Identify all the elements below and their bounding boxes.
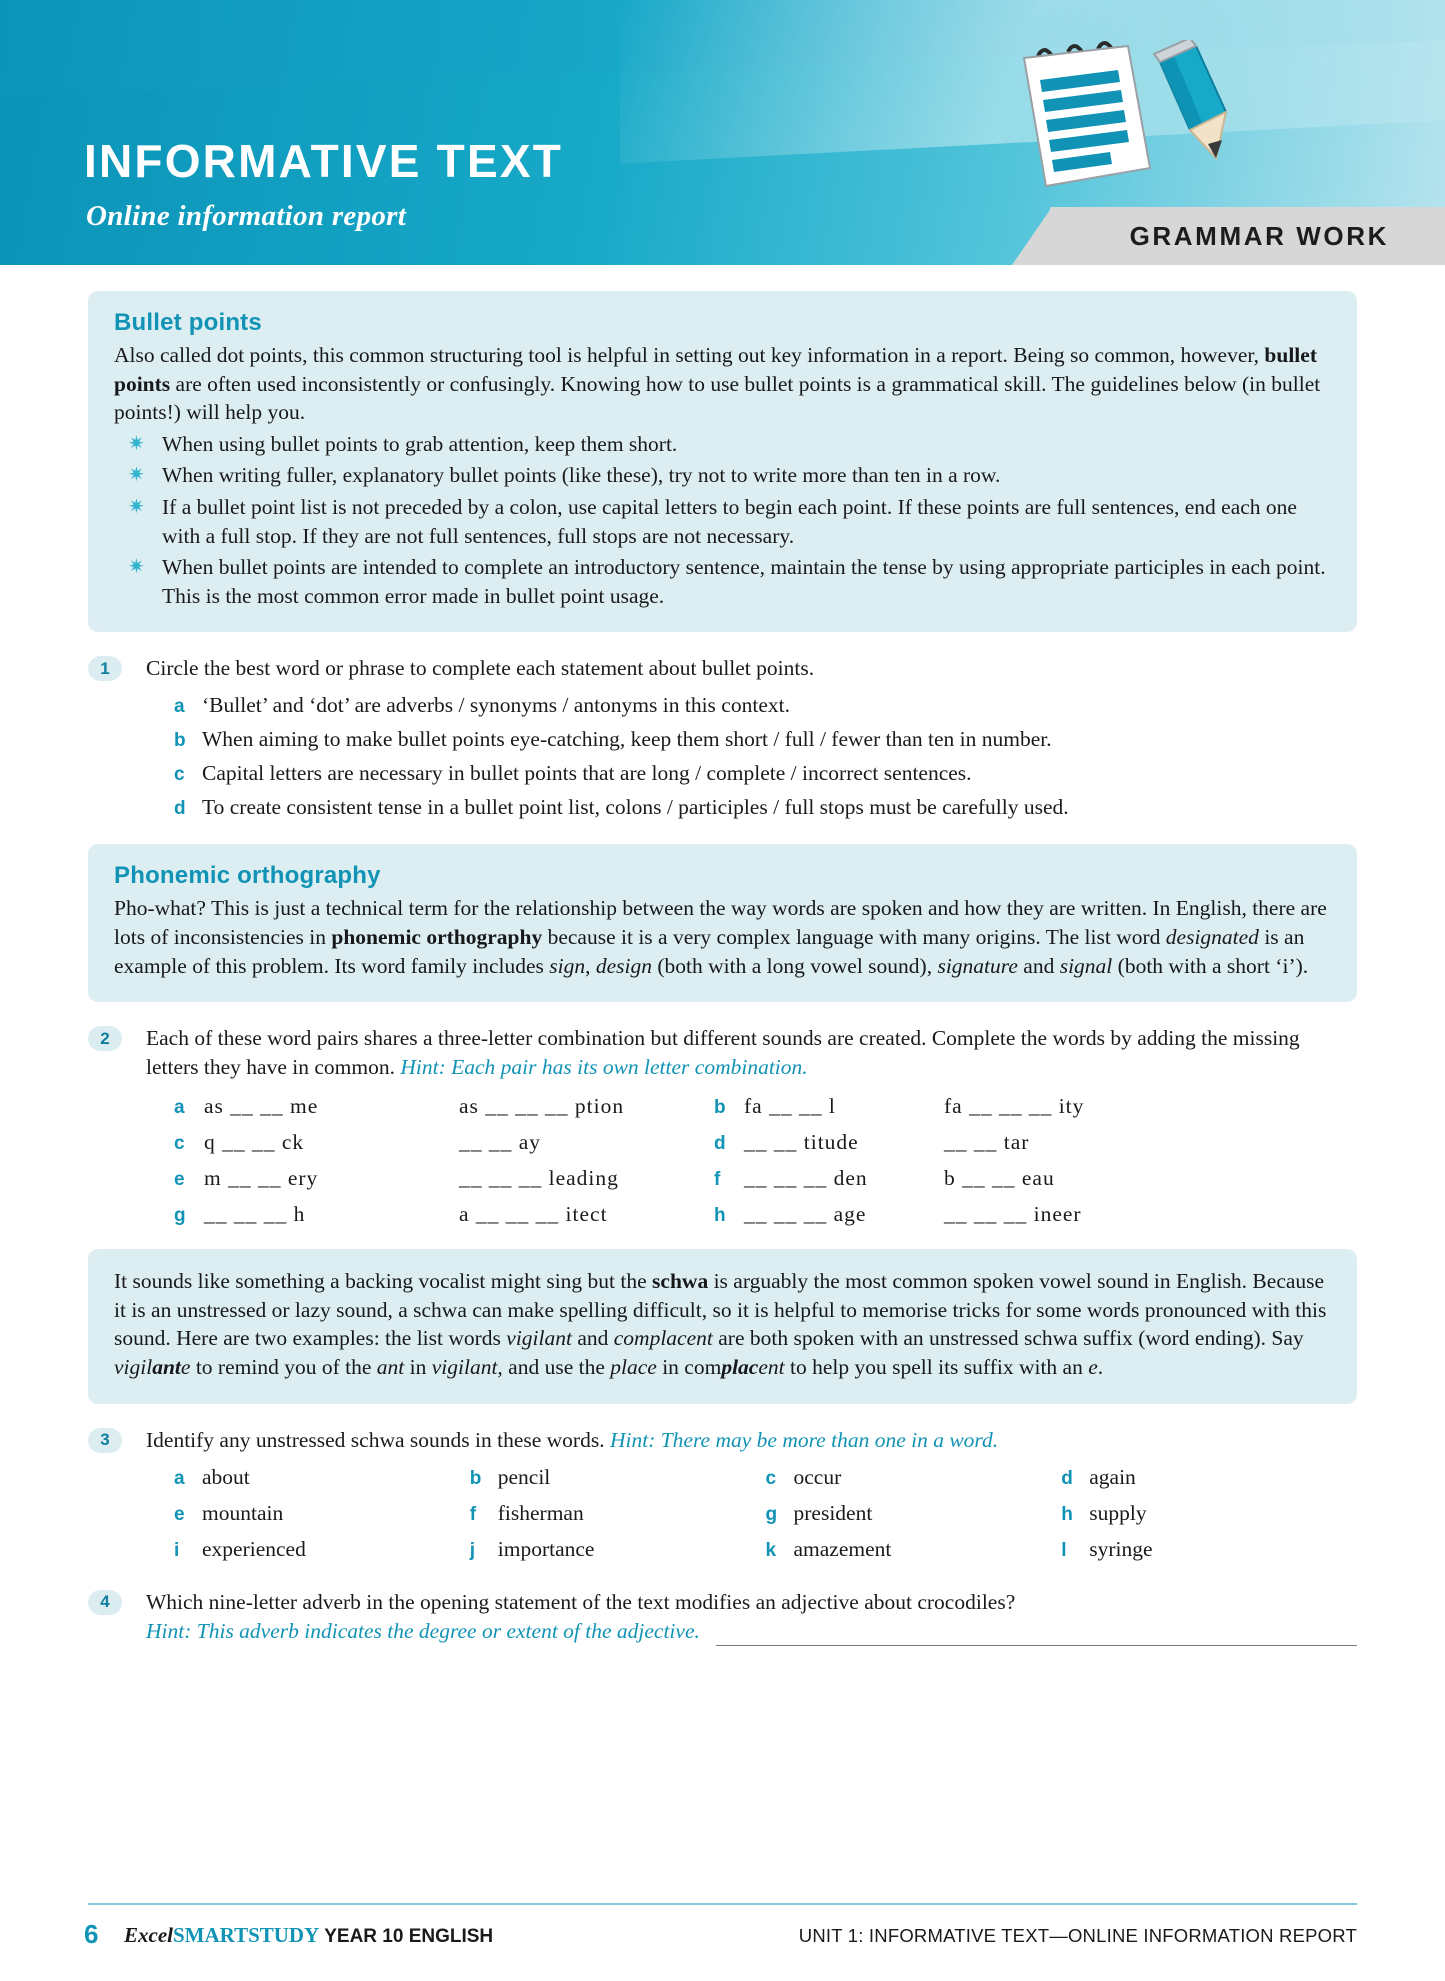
question-4-number: 4 [88,1590,122,1615]
item-text: pencil [497,1464,551,1489]
schwa-part-4: are both spoken with an unstressed schwa suffix (word ending). Say [712,1326,1304,1351]
phonemic-part-5: (both with a long vowel sound), [652,953,938,978]
phonemic-ital-5: signal [1059,953,1113,978]
question-3 [88,1426,1357,1562]
question-1-items [146,693,1357,820]
item-text: mountain [202,1500,284,1525]
word-blank[interactable]: a __ __ __ itect [459,1202,608,1227]
schwa-bolditalic-2: plac [721,1354,759,1379]
phonemic-ital-3: design [595,953,653,978]
item-label: b [469,1467,482,1489]
item-label: h [714,1205,726,1227]
footer-brand [124,1923,493,1948]
intro-bold: bullet points [114,343,1317,396]
phonemic-part-2: because it is a very complex language with many origins. The list word [542,924,1166,949]
list-item[interactable] [766,1501,1062,1526]
phonemic-orthography-box [88,844,1357,1002]
list-item-text: When bullet points are intended to complete an introductory sentence, maintain the tense by using appropriate participles in each point. This is the most common error made in bullet point usage. [162,555,1326,608]
list-item [114,461,1331,490]
brand-excel: Excel [124,1923,173,1947]
asterisk-bullet-icon: ✷ [128,432,145,455]
question-4 [88,1588,1357,1646]
item-text: about [202,1464,250,1489]
word-blank[interactable]: m __ __ ery [204,1166,319,1191]
question-2-prompt [146,1024,1357,1082]
list-item[interactable] [1061,1501,1357,1526]
word-blank[interactable]: __ __ __ age [744,1202,867,1227]
word-blank[interactable]: q __ __ ck [204,1130,305,1155]
page-number: 6 [84,1919,99,1949]
asterisk-bullet-icon: ✷ [128,556,145,579]
word-blank[interactable]: __ __ tar [944,1130,1030,1155]
question-2-prompt-text: Each of these word pairs shares a three-letter combination but different sounds are created. Complete the words by adding the missing letters they have in common. [146,1026,1300,1080]
schwa-part-5: to remind you of the [190,1354,377,1379]
schwa-part-1: It sounds like something a backing vocalist might sing but the [114,1269,653,1294]
question-4-hint-row [146,1617,1357,1646]
item-label: f [469,1503,477,1525]
word-pair-grid [146,1094,1357,1227]
brand-smartstudy: SMARTSTUDY [172,1923,320,1947]
list-item[interactable] [1061,1465,1357,1490]
question-1-number: 1 [88,656,122,681]
item-label: b [714,1097,726,1119]
schwa-bold: schwa [652,1269,709,1294]
item-label: l [1061,1539,1067,1561]
item-label: a [174,1467,185,1489]
word-blank[interactable]: b __ __ eau [944,1166,1055,1191]
footer-divider [88,1903,1357,1905]
list-item[interactable] [1061,1537,1357,1562]
item-text: fisherman [497,1500,584,1525]
phonemic-text [114,894,1331,980]
list-item-text: When writing fuller, explanatory bullet points (like these), try not to write more than ten in a row. [162,463,1001,488]
question-4-answer-field[interactable] [716,1625,1357,1646]
list-item[interactable] [174,761,1357,786]
phonemic-heading: Phonemic orthography [114,862,381,890]
item-text: importance [497,1536,595,1561]
list-item [114,493,1331,550]
item-label: c [174,764,185,786]
item-text: ‘Bullet’ and ‘dot’ are adverbs / synonyms / antonyms in this context. [202,693,790,718]
phonemic-ital-2: sign [549,953,586,978]
word-blank[interactable]: as __ __ __ ption [459,1094,625,1119]
phonemic-part-3: is an example of this problem. Its word family includes [114,924,1305,978]
list-item[interactable] [174,727,1357,752]
schwa-part-6: in [404,1354,432,1379]
list-item[interactable] [470,1501,766,1526]
brand-year: YEAR 10 ENGLISH [319,1926,494,1947]
schwa-bolditalic-1: ant [152,1354,181,1379]
schwa-part-9: to help you spell its suffix with an [784,1354,1089,1379]
schwa-part-8: in com [656,1354,722,1379]
phonemic-part-6: and [1017,953,1060,978]
item-text: experienced [202,1536,306,1561]
schwa-ital-5: ant [376,1354,405,1379]
list-item[interactable] [174,1537,470,1562]
list-item[interactable] [174,1501,470,1526]
list-item[interactable] [174,795,1357,820]
notepad-pencil-icon [1010,40,1240,220]
schwa-word-grid [146,1465,1357,1562]
grammar-work-label: GRAMMAR WORK [1129,220,1389,251]
phonemic-part-1: Pho-what? This is just a technical term for the relationship between the way words are spoken and how they are written. In English, there are lots of inconsistencies in [114,896,1327,949]
list-item [114,430,1331,459]
list-item[interactable] [174,693,1357,718]
word-blank[interactable]: __ __ __ h [204,1202,306,1227]
question-3-hint: Hint: There may be more than one in a word. [609,1427,999,1452]
word-blank[interactable]: __ __ __ leading [459,1166,619,1191]
item-label: e [174,1503,185,1525]
word-blank[interactable]: fa __ __ l [744,1094,836,1119]
question-3-number: 3 [88,1428,122,1453]
list-item[interactable] [470,1537,766,1562]
phonemic-ital-4: signature [937,953,1018,978]
item-text: again [1089,1464,1136,1489]
item-label: d [174,798,186,820]
schwa-ital-7: place [610,1354,657,1379]
asterisk-bullet-icon: ✷ [128,464,145,487]
list-item[interactable] [766,1537,1062,1562]
item-label: f [714,1169,721,1191]
footer-unit-label: UNIT 1: INFORMATIVE TEXT—ONLINE INFORMATION REPORT [798,1925,1357,1946]
question-2 [88,1024,1357,1227]
item-label: c [174,1133,185,1155]
item-label: g [765,1503,778,1525]
item-label: d [714,1133,726,1155]
word-blank[interactable]: __ __ titude [744,1130,859,1155]
item-text: When aiming to make bullet points eye-catching, keep them short / full / fewer than ten in number. [202,727,1052,752]
list-item-text: When using bullet points to grab attention, keep them short. [162,431,678,456]
question-2-hint: Hint: Each pair has its own letter combination. [400,1055,808,1080]
schwa-text [114,1267,1331,1381]
list-item-text: If a bullet point list is not preceded by a colon, use capital letters to begin each point. If these points are full sentences, end each one with a full stop. If they are not full sentences, full stops are not necessary. [162,494,1297,548]
schwa-part-7: , and use the [497,1354,611,1379]
word-blank[interactable]: __ __ __ den [744,1166,868,1191]
item-label: e [174,1169,185,1191]
schwa-ital-2: complacent [613,1326,713,1351]
intro-part-2: are often used inconsistently or confusingly. Knowing how to use bullet points is a grammatical skill. The guidelines below (in bullet points!) will help you. [114,371,1321,425]
bullet-points-info-box [88,291,1357,632]
item-label: g [174,1205,186,1227]
item-label: b [174,730,186,752]
item-label: i [174,1539,180,1561]
phonemic-part-7: (both with a short ‘i’). [1112,953,1309,978]
list-item[interactable] [470,1465,766,1490]
phonemic-part-4: , [585,953,596,978]
item-text: president [793,1500,873,1525]
question-3-prompt [146,1426,1357,1455]
schwa-part-3: and [571,1326,614,1351]
question-1-prompt: Circle the best word or phrase to complete each statement about bullet points. [146,656,815,681]
schwa-ital-1: vigilant [506,1326,572,1351]
item-text: occur [793,1464,842,1489]
word-blank[interactable]: __ __ __ ineer [944,1202,1082,1227]
item-label: a [174,696,185,718]
question-3-prompt-text: Identify any unstressed schwa sounds in these words. [146,1427,610,1452]
schwa-ital-6: vigilant [431,1354,498,1379]
phonemic-ital-1: designated [1165,924,1259,949]
item-text: supply [1089,1500,1147,1525]
word-blank[interactable]: as __ __ me [204,1094,319,1119]
schwa-ital-8: ent [758,1354,785,1379]
schwa-ital-4: e [180,1354,191,1379]
question-4-prompt: Which nine-letter adverb in the opening statement of the text modifies an adjective about crocodiles? [146,1589,1016,1614]
schwa-info-box [88,1249,1357,1403]
item-label: a [174,1097,185,1119]
list-item [114,553,1331,610]
question-2-number: 2 [88,1026,122,1051]
guideline-list [114,430,1331,611]
item-label: d [1061,1467,1073,1489]
phonemic-bold: phonemic orthography [331,924,543,949]
page-body [0,291,1445,1646]
grammar-work-tab [1050,207,1445,265]
intro-part-1: Also called dot points, this common structuring tool is helpful in setting out key information in a report. Being so common, however, [114,343,1265,367]
item-text: To create consistent tense in a bullet point list, colons / participles / full stops must be carefully used. [202,795,1069,820]
list-item[interactable] [766,1465,1062,1490]
asterisk-bullet-icon: ✷ [128,495,145,518]
page-footer [0,1903,1445,1981]
page-header [0,0,1445,265]
schwa-ital-9: e [1088,1354,1098,1379]
bullet-points-heading: Bullet points [114,309,262,336]
question-1 [88,654,1357,820]
item-label: j [469,1539,476,1561]
schwa-ital-3: vigil [114,1354,153,1379]
word-blank[interactable]: fa __ __ __ ity [944,1094,1085,1119]
item-text: amazement [793,1536,892,1561]
item-text: Capital letters are necessary in bullet points that are long / complete / incorrect sentences. [202,761,972,786]
question-4-hint: Hint: This adverb indicates the degree or extent of the adjective. [146,1618,700,1643]
page-subtitle: Online information report [86,200,407,232]
schwa-part-2: is arguably the most common spoken vowel sound in English. Because it is an unstressed or lazy sound, a schwa can make spelling difficult, so it is helpful to memorise tricks for some words pronounced with this sound. Here are two examples: the list words [114,1269,1327,1351]
list-item[interactable] [174,1465,470,1490]
schwa-part-10: . [1097,1354,1104,1379]
item-label: c [765,1467,777,1489]
page-title: INFORMATIVE TEXT [84,135,564,187]
bullet-points-intro [114,341,1331,427]
item-label: h [1061,1503,1073,1525]
item-label: k [765,1539,777,1561]
item-text: syringe [1089,1536,1153,1561]
word-blank[interactable]: __ __ ay [459,1130,542,1155]
